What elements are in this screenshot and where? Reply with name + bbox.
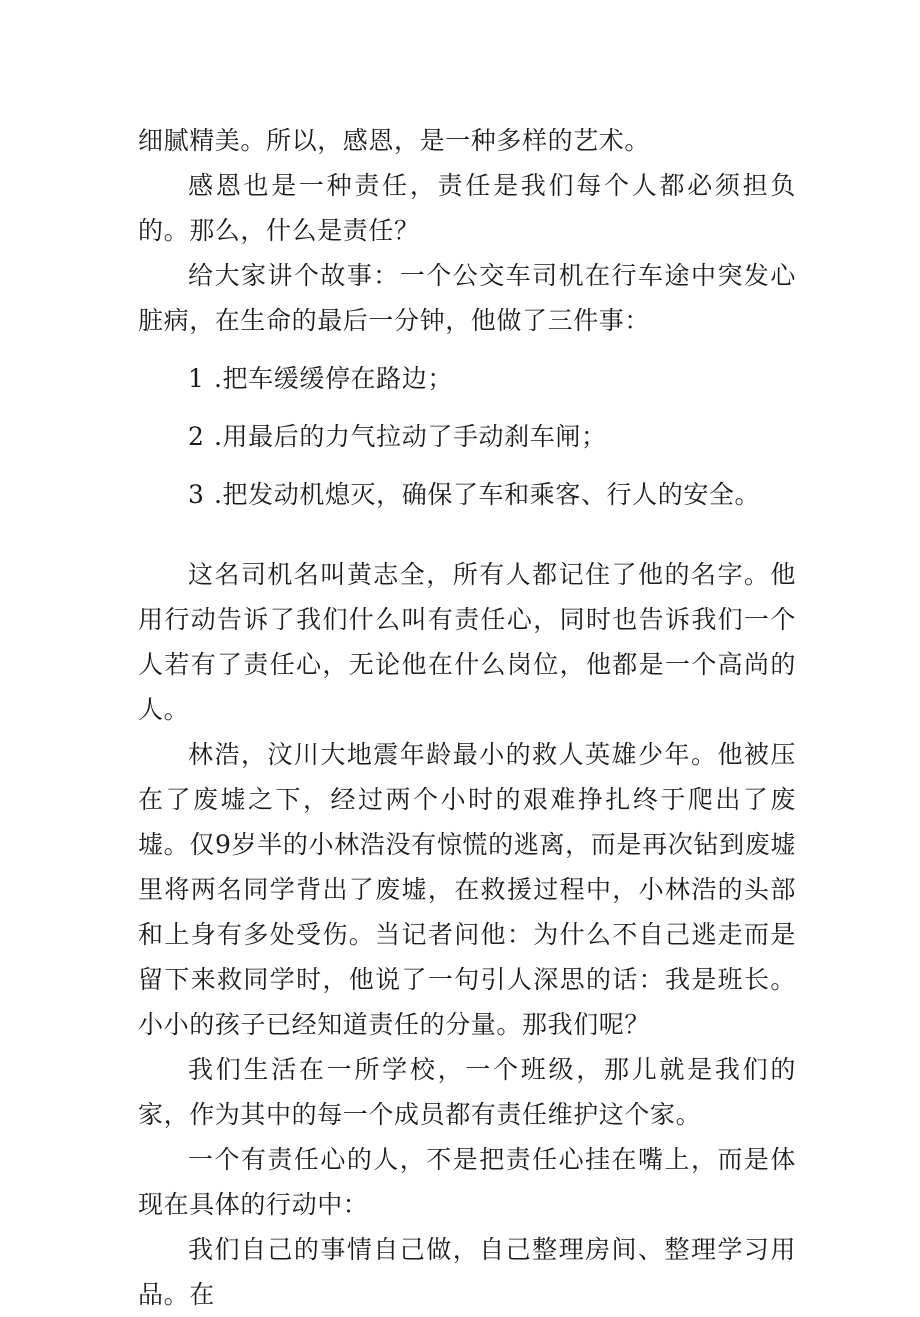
- list-text: .把发动机熄灭，确保了车和乘客、行人的安全。: [214, 480, 761, 509]
- paragraph-6: 我们生活在一所学校，一个班级，那儿就是我们的家，作为其中的每一个成员都有责任维护这个家。: [138, 1055, 796, 1129]
- list-number: 2: [188, 422, 205, 451]
- list-number: 1: [188, 364, 205, 393]
- list-item: [138, 356, 796, 401]
- paragraph-8: 我们自己的事情自己做，自己整理房间、整理学习用品。在: [138, 1235, 796, 1309]
- paragraph-5: 林浩，汶川大地震年龄最小的救人英雄少年。他被压在了废墟之下，经过两个小时的艰难挣扎终于爬出了废墟。仅9岁半的小林浩没有惊慌的逃离，而是再次钻到废墟里将两名同学背出了废墟，在救援过程中，小林浩的头部和上身有多处受伤。当记者问他：为什么不自己逃走而是留下来救同学时，他说了一句引人深思的话：我是班长。小小的孩子已经知道责任的分量。那我们呢？: [138, 740, 796, 1039]
- paragraph-2: 感恩也是一种责任，责任是我们每个人都必须担负的。那么，什么是责任？: [138, 171, 796, 245]
- list-number: 3: [188, 480, 205, 509]
- list-item: [138, 414, 796, 459]
- paragraph-7: 一个有责任心的人，不是把责任心挂在嘴上，而是体现在具体的行动中：: [138, 1145, 796, 1219]
- list-text: .把车缓缓停在路边；: [214, 364, 453, 393]
- numbered-list: [138, 356, 796, 517]
- paragraph-3: 给大家讲个故事：一个公交车司机在行车途中突发心脏病，在生命的最后一分钟，他做了三件事：: [138, 261, 796, 335]
- list-text: .用最后的力气拉动了手动刹车闸；: [214, 422, 607, 451]
- paragraph-4: 这名司机名叫黄志全，所有人都记住了他的名字。他用行动告诉了我们什么叫有责任心，同时也告诉我们一个人若有了责任心，无论他在什么岗位，他都是一个高尚的人。: [138, 560, 796, 724]
- list-item: [138, 472, 796, 517]
- paragraph-1: 细腻精美。所以，感恩，是一种多样的艺术。: [138, 126, 651, 155]
